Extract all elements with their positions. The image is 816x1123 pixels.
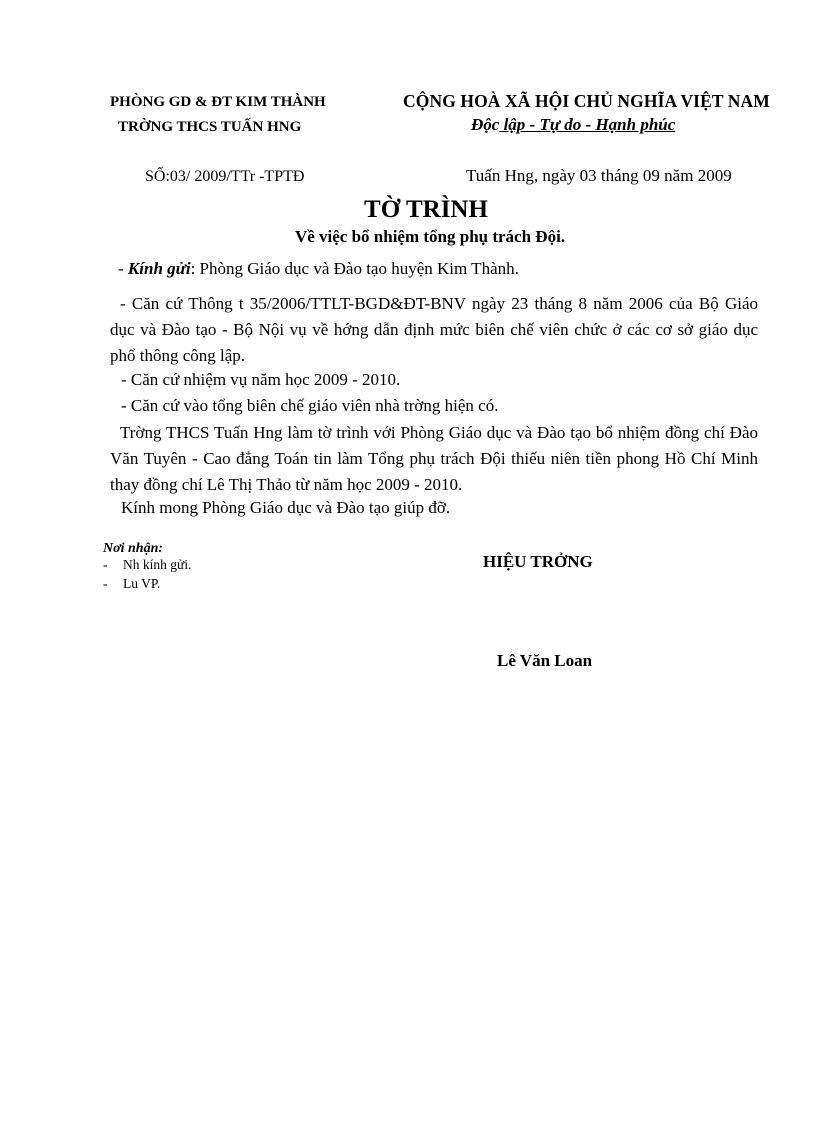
document-number: SỐ:03/ 2009/TTr -TPTĐ — [145, 168, 305, 185]
basis-paragraph-2: - Căn cứ nhiệm vụ năm học 2009 - 2010. — [121, 370, 401, 389]
proposal-paragraph: Trờng THCS Tuấn Hng làm tờ trình với Phòng Giáo dục và Đào tạo bổ nhiệm đồng chí Đào Văn Tuyên - Cao đẳng Toán tin làm Tổng phụ trách Đội thiếu niên tiền phong Hồ Chí Minh thay đồng chí Lê Thị Thảo từ năm học 2009 - 2010. — [110, 423, 758, 494]
recipient-item: - Lu VP. — [103, 576, 161, 591]
recipient-item-text: Lu VP. — [123, 576, 161, 591]
nation-name: CỘNG HOÀ XÃ HỘI CHỦ NGHĨA VIỆT NAM — [403, 91, 770, 111]
addressee-prefix: - — [118, 259, 128, 278]
motto-underlined: lập - Tự do - Hạnh phúc — [499, 115, 676, 134]
document-subject: Về việc bổ nhiệm tổng phụ trách Đội. — [294, 227, 566, 246]
recipient-item-text: Nh kính gửi. — [123, 557, 192, 572]
issuing-authority: PHÒNG GD & ĐT KIM THÀNH — [110, 94, 326, 110]
document-title: TỜ TRÌNH — [364, 196, 488, 223]
basis-paragraph-1: - Căn cứ Thông t 35/2006/TTLT-BGD&ĐT-BNV ngày 23 tháng 8 năm 2006 của Bộ Giáo dục và Đào tạo - Bộ Nội vụ về hớng dẫn định mức biên chế viên chức ở các cơ sở giáo dục phổ thông công lập. — [110, 294, 758, 365]
addressee-label: Kính gửi — [127, 259, 191, 278]
closing-line: Kính mong Phòng Giáo dục và Đào tạo giúp đỡ. — [121, 498, 451, 517]
national-motto — [471, 115, 675, 135]
addressee-line — [118, 259, 519, 279]
place-and-date: Tuấn Hng, ngày 03 tháng 09 năm 2009 — [466, 166, 732, 185]
school-name: TRỜNG THCS TUẤN HNG — [118, 119, 302, 135]
recipient-item: - Nh kính gửi. — [103, 557, 192, 572]
basis-paragraph-3: - Căn cứ vào tổng biên chế giáo viên nhà trờng hiện có. — [121, 396, 499, 415]
recipients-title: Nơi nhận: — [103, 541, 164, 556]
signer-name: Lê Văn Loan — [497, 651, 593, 670]
signer-title: HIỆU TRỞNG — [483, 552, 593, 571]
addressee-text: : Phòng Giáo dục và Đào tạo huyện Kim Thành. — [190, 259, 519, 278]
motto-prefix: Độc — [471, 115, 500, 134]
